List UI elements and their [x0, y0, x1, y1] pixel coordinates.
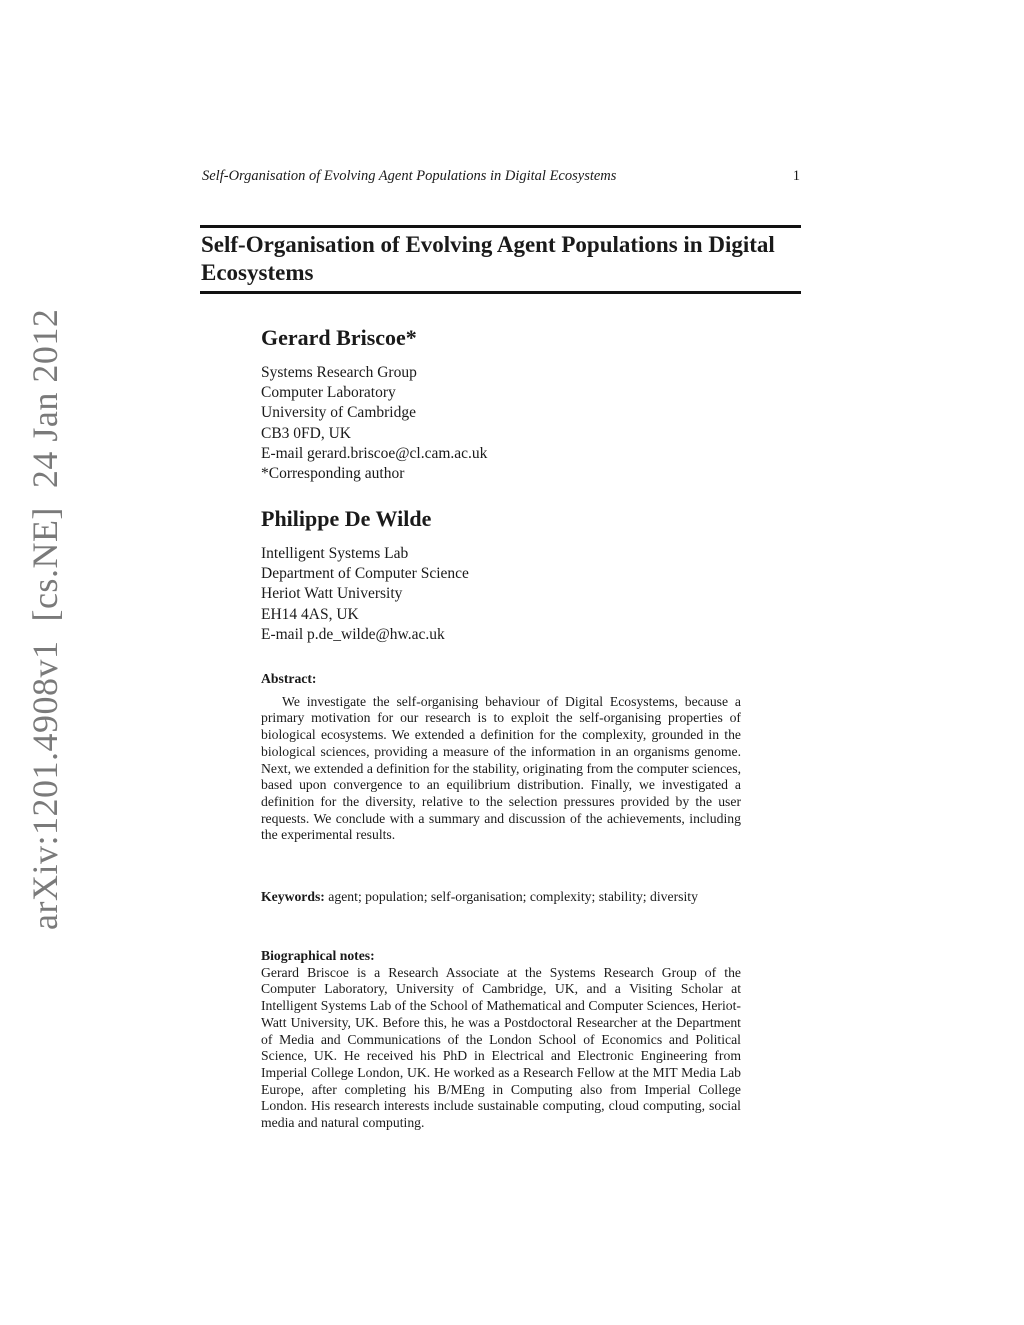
- affiliation-line: Systems Research Group: [261, 364, 417, 381]
- keywords-section: [261, 889, 741, 906]
- affiliation-line: EH14 4AS, UK: [261, 605, 359, 623]
- bio-text: Gerard Briscoe is a Research Associate at the Systems Research Group of the Computer Laboratory, University of Cambridge, UK, and a Visiting Scholar at Intelligent Systems Lab of the School of Mathematical and Computer Sciences, Heriot-Watt University, UK. Before this, he was a Postdoctoral Researcher at the Department of Media and Communications of the London School of Economics and Political Science, UK. He received his PhD in Electrical and Electronic Engineering from Imperial College London, UK. He worked as a Research Fellow at the MIT Media Lab Europe, after completing his B/MEng in Computing also from Imperial College London. His research interests include sustainable computing, cloud computing, social media and natural computing.: [261, 964, 741, 1131]
- author-name: Gerard Briscoe*: [261, 325, 417, 350]
- paper-title: Self-Organisation of Evolving Agent Populations in Digital Ecosystems: [201, 232, 775, 285]
- keywords-heading: Keywords:: [261, 889, 325, 904]
- title-rule-bottom: [200, 291, 801, 294]
- affiliation-line: Computer Laboratory: [261, 384, 396, 402]
- author-block-briscoe: [261, 325, 741, 484]
- affiliation-line: Intelligent Systems Lab: [261, 545, 409, 562]
- affiliation-line: University of Cambridge: [261, 404, 416, 422]
- corresponding-note: *Corresponding author: [261, 465, 405, 483]
- author-email: E-mail gerard.briscoe@cl.cam.ac.uk: [261, 444, 488, 462]
- page-number: 1: [792, 168, 800, 184]
- running-head: [202, 168, 800, 185]
- arxiv-stamp: arXiv:1201.4908v1 [cs.NE] 24 Jan 2012: [25, 308, 65, 930]
- bio-heading: Biographical notes:: [261, 948, 375, 963]
- keywords-text: agent; population; self-organisation; complexity; stability; diversity: [328, 889, 698, 904]
- author-name: Philippe De Wilde: [261, 506, 432, 531]
- affiliation-line: CB3 0FD, UK: [261, 424, 352, 442]
- running-head-title: Self-Organisation of Evolving Agent Populations in Digital Ecosystems: [202, 168, 617, 184]
- abstract-heading: Abstract:: [261, 671, 317, 686]
- author-email: E-mail p.de_wilde@hw.ac.uk: [261, 625, 445, 643]
- title-rule-top: [200, 225, 801, 228]
- abstract-section: [261, 671, 741, 844]
- affiliation-line: Heriot Watt University: [261, 585, 403, 603]
- affiliation-line: Department of Computer Science: [261, 565, 469, 583]
- abstract-text: We investigate the self-organising behaviour of Digital Ecosystems, because a primary motivation for our research is to exploit the self-organising properties of biological ecosystems. We extended a definition for the complexity, grounded in the biological sciences, providing a measure of the information in an organisms genome. Next, we extended a definition for the stability, originating from the computer sciences, based upon convergence to an equilibrium distribution. Finally, we investigated a definition for the diversity, relative to the selection pressures provided by the user requests. We conclude with a summary and discussion of the achievements, including the experimental results.: [261, 693, 741, 843]
- author-block-de-wilde: [261, 506, 741, 645]
- bio-section: [261, 948, 741, 1132]
